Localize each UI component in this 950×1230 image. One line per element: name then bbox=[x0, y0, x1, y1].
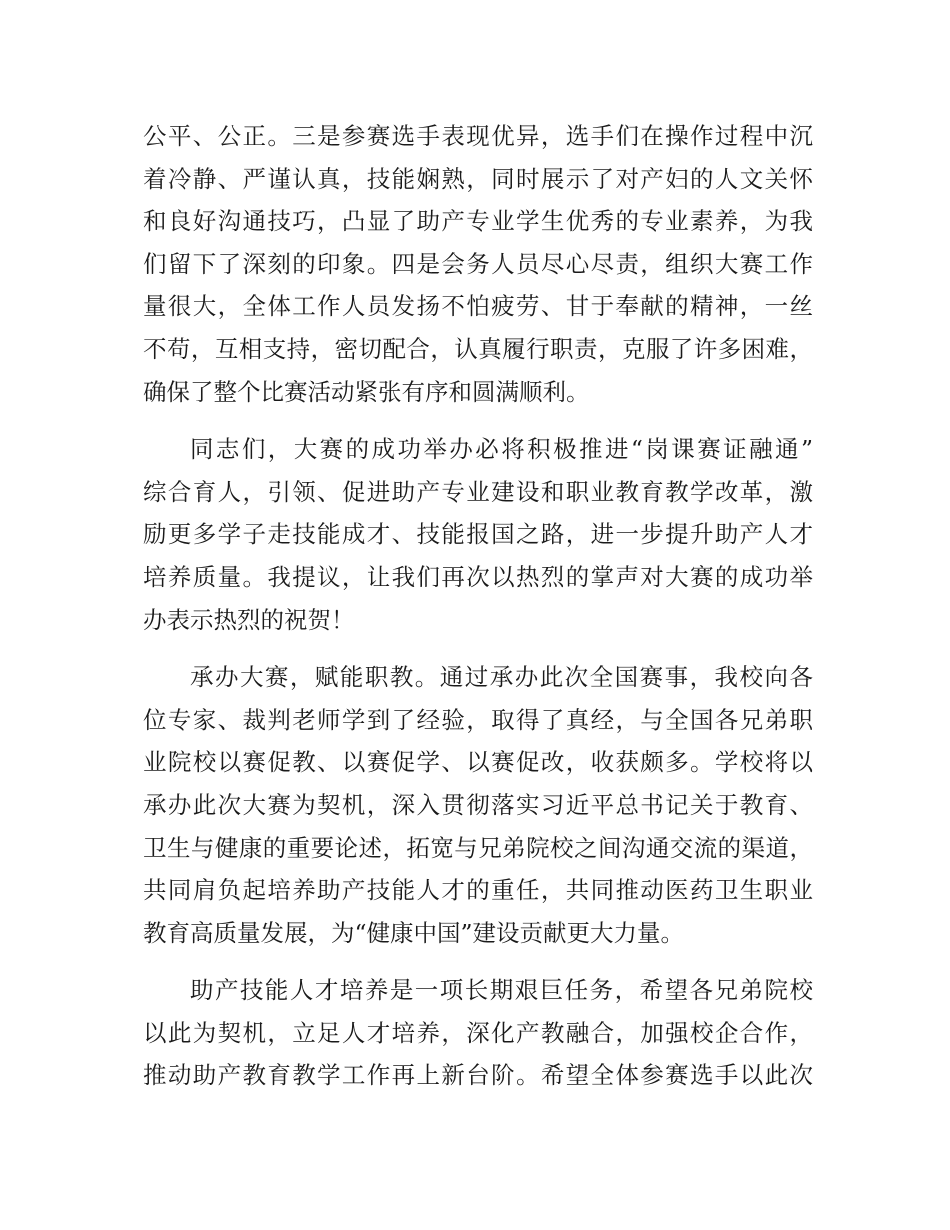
text-line: 推动助产教育教学工作再上新台阶。希望全体参赛选手以此次 bbox=[143, 1061, 813, 1090]
text-line: 办表示热烈的祝贺！ bbox=[143, 605, 355, 634]
text-line: 确保了整个比赛活动紧张有序和圆满顺利。 bbox=[143, 377, 590, 406]
text-line: 和良好沟通技巧，凸显了助产专业学生优秀的专业素养，为我 bbox=[143, 207, 813, 236]
text-line: 位专家、裁判老师学到了经验，取得了真经，与全国各兄弟职 bbox=[143, 705, 813, 734]
text-line: 励更多学子走技能成才、技能报国之路，进一步提升助产人才 bbox=[143, 520, 813, 549]
document-body bbox=[143, 115, 813, 1097]
text-line: 公平、公正。三是参赛选手表现优异，选手们在操作过程中沉 bbox=[143, 122, 813, 150]
text-line: 量很大，全体工作人员发扬不怕疲劳、甘于奉献的精神，一丝 bbox=[143, 292, 813, 321]
text-line: 卫生与健康的重要论述，拓宽与兄弟院校之间沟通交流的渠道， bbox=[143, 833, 813, 862]
text-line: 承办大赛，赋能职教。通过承办此次全国赛事，我校向各 bbox=[190, 663, 813, 692]
paragraph bbox=[143, 969, 813, 1097]
text-line: 以此为契机，立足人才培养，深化产教融合，加强校企合作， bbox=[143, 1018, 813, 1047]
text-line: 同志们，大赛的成功举办必将积极推进“岗课赛证融通” bbox=[190, 435, 813, 464]
text-line: 着冷静、严谨认真，技能娴熟，同时展示了对产妇的人文关怀 bbox=[143, 164, 813, 193]
paragraph bbox=[143, 115, 813, 413]
text-line: 综合育人，引领、促进助产专业建设和职业教育教学改革，激 bbox=[143, 477, 813, 506]
text-line: 教育高质量发展，为“健康中国”建设贡献更大力量。 bbox=[143, 918, 685, 947]
text-line: 承办此次大赛为契机，深入贯彻落实习近平总书记关于教育、 bbox=[143, 790, 813, 819]
text-line: 们留下了深刻的印象。四是会务人员尽心尽责，组织大赛工作 bbox=[143, 249, 813, 278]
text-line: 培养质量。我提议，让我们再次以热烈的掌声对大赛的成功举 bbox=[143, 562, 813, 591]
text-line: 业院校以赛促教、以赛促学、以赛促改，收获颇多。学校将以 bbox=[143, 748, 813, 777]
paragraph bbox=[143, 428, 813, 641]
text-line: 共同肩负起培养助产技能人才的重任，共同推动医药卫生职业 bbox=[143, 876, 813, 905]
text-line: 助产技能人才培养是一项长期艰巨任务，希望各兄弟院校 bbox=[190, 976, 813, 1005]
paragraph bbox=[143, 656, 813, 954]
text-line: 不苟，互相支持，密切配合，认真履行职责，克服了许多困难， bbox=[143, 334, 813, 363]
